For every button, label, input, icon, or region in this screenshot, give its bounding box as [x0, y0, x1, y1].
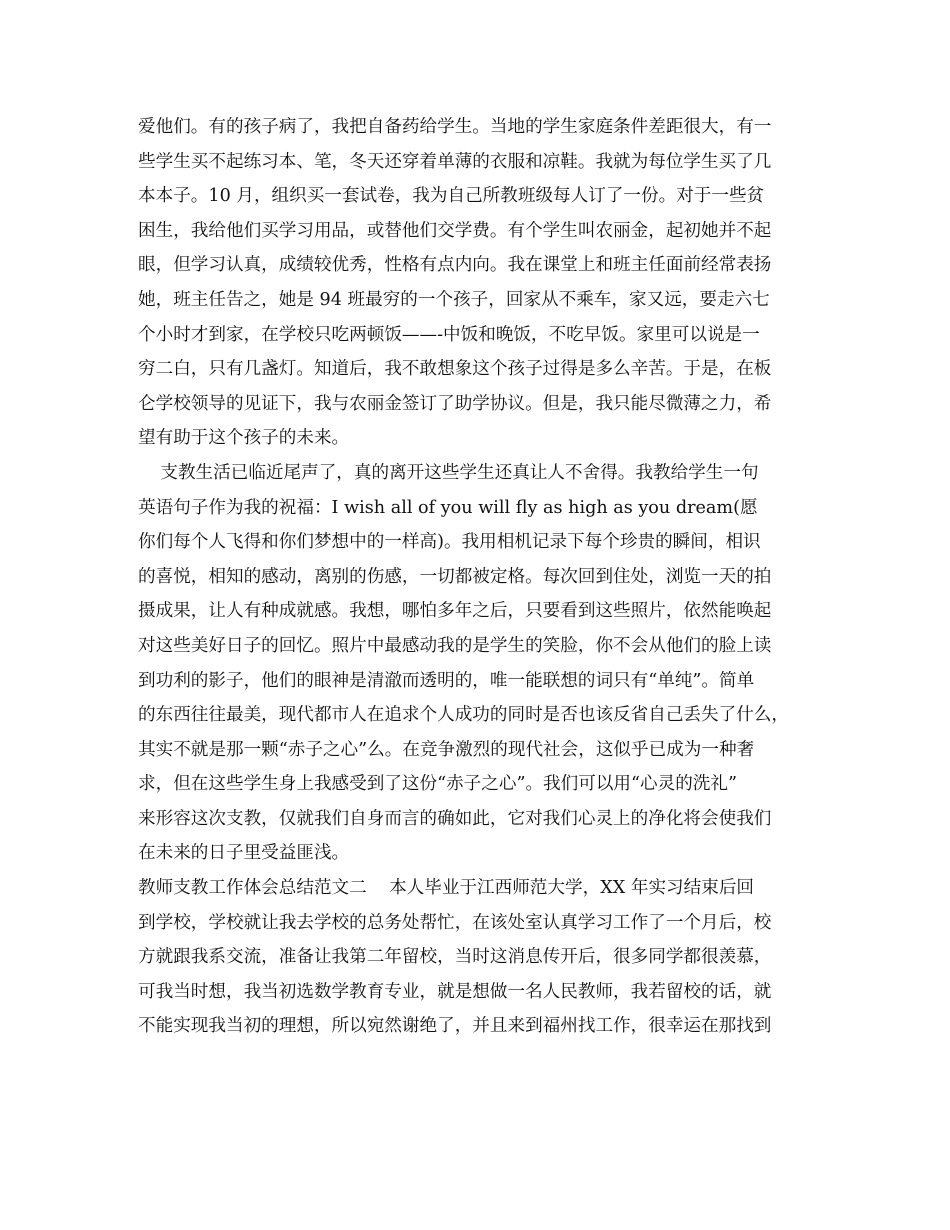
- text-line: 的东西往往最美，现代都市人在追求个人成功的同时是否也该反省自己丢失了什么，: [138, 705, 789, 726]
- text-line: 爱他们。有的孩子病了，我把自备药给学生。当地的学生家庭条件差距很大，有一: [138, 117, 772, 137]
- text-line: 到功利的影子，他们的眼神是清澈而透明的，唯一能联想的词只有“单纯”。简单: [138, 670, 755, 691]
- text-line: 来形容这次支教，仅就我们自身而言的确如此，它对我们心灵上的净化将会使我们: [138, 808, 772, 829]
- section-heading-line: 教师支教工作体会总结范文二 本人毕业于江西师范大学，XX 年实习结束后回: [138, 878, 755, 899]
- text-line: 的喜悦，相知的感动，离别的伤感，一切都被定格。每次回到住处，浏览一天的拍: [138, 566, 772, 587]
- text-line: 你们每个人飞得和你们梦想中的一样高)。我用相机记录下每个珍贵的瞬间，相识: [138, 532, 761, 553]
- body-text: [138, 110, 828, 1044]
- text-line: 困生，我给他们买学习用品，或替他们交学费。有个学生叫农丽金，起初她并不起: [138, 220, 772, 241]
- text-line: 个小时才到家，在学校只吃两顿饭——-中饭和晚饭，不吃早饭。家里可以说是一: [138, 324, 760, 345]
- text-line: 望有助于这个孩子的未来。: [138, 428, 350, 449]
- text-line: 在未来的日子里受益匪浅。: [138, 843, 350, 864]
- text-line: 对这些美好日子的回忆。照片中最感动我的是学生的笑脸，你不会从他们的脸上读: [138, 635, 772, 656]
- text-line: 英语句子作为我的祝福：I wish all of you will fly as high as you dream(愿: [138, 497, 758, 518]
- text-line: 她，班主任告之，她是 94 班最穷的一个孩子，回家从不乘车，家又远，要走六七: [138, 289, 770, 310]
- text-line: 可我当时想，我当初选数学教育专业，就是想做一名人民教师，我若留校的话，就: [138, 981, 772, 1002]
- text-line: 些学生买不起练习本、笔，冬天还穿着单薄的衣服和凉鞋。我就为每位学生买了几: [138, 151, 772, 172]
- text-line: 其实不就是那一颗“赤子之心”么。在竞争激烈的现代社会，这似乎已成为一种奢: [138, 739, 755, 760]
- text-line: 不能实现我当初的理想，所以宛然谢绝了，并且来到福州找工作，很幸运在那找到: [138, 1016, 772, 1037]
- text-line: 求，但在这些学生身上我感受到了这份“赤子之心”。我们可以用“心灵的洗礼”: [138, 774, 737, 795]
- text-line: 穷二白，只有几盏灯。知道后，我不敢想象这个孩子过得是多么辛苦。于是，在板: [138, 359, 772, 380]
- text-line: 眼，但学习认真，成绩较优秀，性格有点内向。我在课堂上和班主任面前经常表扬: [138, 255, 772, 276]
- text-line: 到学校，学校就让我去学校的总务处帮忙，在该处室认真学习工作了一个月后，校: [138, 912, 772, 933]
- text-line: 仑学校领导的见证下，我与农丽金签订了助学协议。但是，我只能尽微薄之力，希: [138, 393, 772, 414]
- text-line: 方就跟我系交流，准备让我第二年留校，当时这消息传开后，很多同学都很羡慕，: [138, 947, 772, 968]
- text-line: 摄成果，让人有种成就感。我想，哪怕多年之后，只要看到这些照片，依然能唤起: [138, 601, 772, 622]
- paragraph-start-line: 支教生活已临近尾声了，真的离开这些学生还真让人不舍得。我教给学生一句: [138, 462, 759, 483]
- text-line: 本本子。10 月，组织买一套试卷，我为自己所教班级每人订了一份。对于一些贫: [138, 186, 765, 207]
